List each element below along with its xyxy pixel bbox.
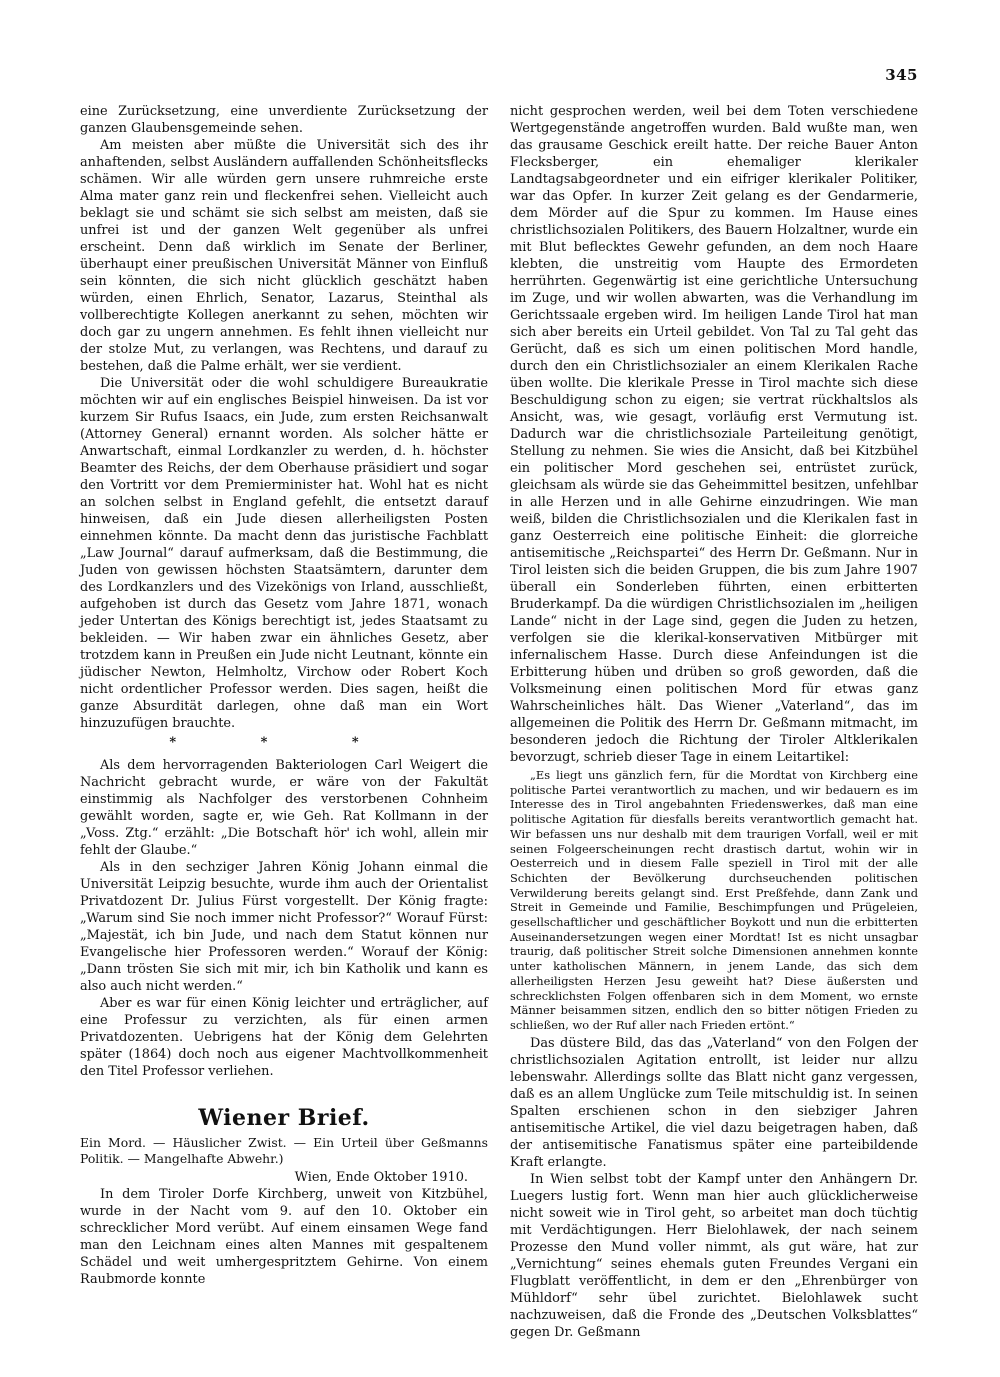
page-number: 345	[885, 66, 918, 84]
section-title: Wiener Brief.	[198, 1105, 370, 1131]
paragraph: Das düstere Bild, das das „Vaterland“ von den Folgen der christlichsozialen Agitation entrollt, ist leider nur allzu lebenswahr. Allerdings sollte das Blatt nicht ganz vergessen, daß es an allem Unglücke zum Teile mitschuldig ist. In seinen Spalten erschienen schon in den siebziger Jahren antisemitische Artikel, die viel dazu beigetragen haben, daß der antisemitische Fanatismus später eine parteibildende Kraft erlangte.	[510, 1035, 918, 1170]
paragraph: In dem Tiroler Dorfe Kirchberg, unweit von Kitzbühel, wurde in der Nacht vom 9. auf den 10. Oktober ein schrecklicher Mord verübt. Auf einem einsamen Wege fand man den Leichnam eines alten Mannes mit gespaltenem Schädel und weit umhergespritztem Gehirne. Von einem Raubmorde konnte	[80, 1187, 488, 1287]
section-divider: * * *	[169, 735, 399, 750]
paragraph: Die Universität oder die wohl schuldigere Bureaukratie möchten wir auf ein englisches Beispiel hinweisen. Da ist vor kurzem Sir Rufus Isaacs, ein Jude, zum ersten Reichsanwalt (Attorney General) ernannt worden. Als solcher hätte er Anwartschaft, einmal Lordkanzler zu werden, d. h. höchster Beamter des Reichs, der dem Oberhause präsidiert und sogar den Vortritt vor dem Premierminister hat. Wohl hat es nicht an solchen selbst in England gefehlt, die entsetzt darauf hinweisen, daß ein Jude diesen allerheiligsten Posten einnehmen könnte. Da macht denn das juristische Fachblatt „Law Journal“ darauf aufmerksam, daß die Bestimmung, die Juden von gewissen höchsten Staatsämtern, darunter dem des Lordkanzlers und des Vizekönigs von Irland, ausschließt, aufgehoben ist durch das Gesetz vom Jahre 1871, wonach jeder Untertan des Königs berechtigt ist, jedes Staatsamt zu bekleiden. — Wir haben zwar ein ähnliches Gesetz, aber trotzdem kann in Preußen ein Jude nicht Leutnant, könnte ein jüdischer Newton, Helmholtz, Virchow oder Robert Koch nicht ordentlicher Professor werden. Dies sagen, heißt die ganze Absurdität darlegen, ohne daß man ein Wort hinzuzufügen brauchte.	[80, 376, 488, 731]
section-subtitle: Ein Mord. — Häuslicher Zwist. — Ein Urteil über Geßmanns Politik. — Mangelhafte Abwehr.)	[80, 1135, 488, 1166]
block-quote: „Es liegt uns gänzlich fern, für die Mordtat von Kirchberg eine politische Partei verantwortlich zu machen, und wir bedauern es im Interesse des in Tirol angebahnten Friedenswerkes, daß man eine politische Agitation für diesfalls bereits verantwortlich gemacht hat. Wir befassen uns nur deshalb mit dem traurigen Vorfall, weil er mit seinen Folgeerscheinungen recht drastisch dartut, wohin wir in Oesterreich und in diesem Falle speziell in Tirol mit der alle Schichten der Bevölkerung durchseuchenden politischen Verwilderung bereits gelangt sind. Erst Preßfehde, dann Zank und Streit in Gemeinde und Familie, Beschimpfungen und Prügeleien, gesellschaftlicher und geschäftlicher Boykott und nun die erbitterten Auseinandersetzungen wegen einer Mordtat! Ist es nicht unsagbar traurig, daß politischer Streit solche Dimensionen annehmen konnte unter katholischen Männern, in jenem Lande, das sich dem allerheiligsten Herzen Jesu geweiht hat? Diese äußersten und schrecklichsten Folgen offenbaren sich in dem Moment, wo ernste Männer beisammen sitzen, endlich den so bitter nötigen Frieden zu schließen, wo der Ruf aller nach Frieden ertönt.“	[510, 768, 918, 1032]
paragraph: nicht gesprochen werden, weil bei dem Toten verschiedene Wertgegenstände angetroffen wurden. Bald wußte man, wen das grausame Geschick ereilt hatte. Der reiche Bauer Anton Flecksberger, ein ehemaliger klerikaler Landtagsabgeordneter und ein eifriger klerikaler Politiker, war das Opfer. In kurzer Zeit gelang es der Gendarmerie, dem Mörder auf die Spur zu kommen. Im Hause eines christlichsozialen Politikers, des Bauern Holzaltner, wurde ein mit Blut beflecktes Gewehr gefunden, an dem noch Haare klebten, die unstreitig vom Haupte des Ermordeten herrührten. Gegenwärtig ist eine gerichtliche Untersuchung im Zuge, und wir wollen abwarten, was die Verhandlung im Gerichtssaale ergeben wird. Im heiligen Lande Tirol hat man sich aber bereits ein Urteil gebildet. Von Tal zu Tal geht das Gerücht, daß es sich um einen politischen Mord handle, durch den ein Christlichsozialer an einem Klerikalen Rache üben wollte. Die klerikale Presse in Tirol machte sich diese Beschuldigung schon zu eigen; sie vertrat rückhaltslos als Ansicht, was, wie gesagt, vorläufig erst Vermutung ist. Dadurch war die christlichsoziale Parteileitung genötigt, Stellung zu nehmen. Sie wies die Ansicht, daß bei Kitzbühel ein politischer Mord geschehen sei, entrüstet zurück, gleichsam als würde sie das Geheimmittel besitzen, unfehlbar in alle Herzen und in alle Gehirne einzudringen. Wie man weiß, bilden die Christlichsozialen und die Klerikalen fast in ganz Oesterreich eine politische Einheit: die glorreiche antisemitische „Reichspartei“ des Herrn Dr. Geßmann. Nur in Tirol leisten sich die beiden Gruppen, die bis zum Jahre 1907 überall ein Sonderleben führten, einen erbitterten Bruderkampf. Da die würdigen Christlichsozialen im „heiligen Lande“ nicht in der Lage sind, gegen die Juden zu hetzen, verfolgen sie die klerikal-konservativen Mitbürger mit infernalischem Hasse. Durch diese Anfeindungen ist die Erbitterung hüben und drüben so groß geworden, daß die Volksmeinung einen politischen Mord für etwas ganz Wahrscheinliches hält. Das Wiener „Vaterland“, das im allgemeinen die Politik des Herrn Dr. Geßmann mitmacht, im besonderen jedoch die Richtung der Tiroler Altklerikalen bevorzugt, schrieb dieser Tage in einem Leitartikel:	[510, 104, 918, 765]
paragraph: Am meisten aber müßte die Universität sich des ihr anhaftenden, selbst Ausländern auffallenden Schönheitsflecks schämen. Wir alle würden gern unsere ruhmreiche erste Alma mater ganz rein und fleckenfrei sehen. Vielleicht auch beklagt sie und schämt sie sich selbst am meisten, daß sie unfrei ist und der ganzen Welt gegenüber als unfrei erscheint. Denn daß wirklich im Senate der Berliner, überhaupt einer preußischen Universität Männer von Einfluß sein könnten, die sich nicht glücklich geschätzt haben würden, einen Ehrlich, Senator, Lazarus, Steinthal als vollberechtigte Kollegen anerkannt zu sehen, möchten wir doch gar zu ungern annehmen. Es fehlt ihnen vielleicht nur der stolze Mut, zu verlangen, was Rechtens, und darauf zu bestehen, daß die Palme erhält, wer sie verdient.	[80, 138, 488, 374]
paragraph: Aber es war für einen König leichter und erträglicher, auf eine Professur zu verzichten, als für einen armen Privatdozenten. Uebrigens hat der König dem Gelehrten später (1864) doch noch aus eigener Machtvollkommenheit den Titel Professor verliehen.	[80, 996, 488, 1079]
paragraph: In Wien selbst tobt der Kampf unter den Anhängern Dr. Luegers lustig fort. Wenn man hier auch glücklicherweise nicht soweit wie in Tirol geht, so arbeitet man doch tüchtig mit Verdächtigungen. Herr Bielohlawek, der nach seinem Prozesse den Mund voller nimmt, als gut wäre, hat zur „Vernichtung“ seines ehemals guten Freundes Vergani ein Flugblatt veröffentlicht, in dem er den „Ehrenbürger von Mühldorf“ sehr übel zurichtet. Bielohlawek sucht nachzuweisen, daß die Fronde des „Deutschen Volksblattes“ gegen Dr. Geßmann	[510, 1171, 918, 1340]
paragraph: eine Zurücksetzung, eine unverdiente Zurücksetzung der ganzen Glaubensgemeinde sehen.	[80, 104, 488, 136]
right-column	[510, 103, 918, 1341]
paragraph: Als in den sechziger Jahren König Johann einmal die Universität Leipzig besuchte, wurde ihm auch der Orientalist Privatdozent Dr. Julius Fürst vorgestellt. Der König fragte: „Warum sind Sie noch immer nicht Professor?“ Worauf Fürst: „Majestät, ich bin Jude, und nach dem Statut können nur Evangelische hier Professoren werden.“ Worauf der König: „Dann trösten Sie sich mit mir, ich bin Katholik und kann es also auch nicht werden.“	[80, 860, 488, 994]
paragraph: Als dem hervorragenden Bakteriologen Carl Weigert die Nachricht gebracht wurde, er wäre von der Fakultät einstimmig als Nachfolger des verstorbenen Cohnheim gewählt worden, sagte er, wie Geh. Rat Kollmann in der „Voss. Ztg.“ erzählt: „Die Botschaft hör' ich wohl, allein mir fehlt der Glaube.“	[80, 758, 488, 858]
left-column	[80, 103, 488, 1288]
dateline: Wien, Ende Oktober 1910.	[294, 1170, 468, 1185]
